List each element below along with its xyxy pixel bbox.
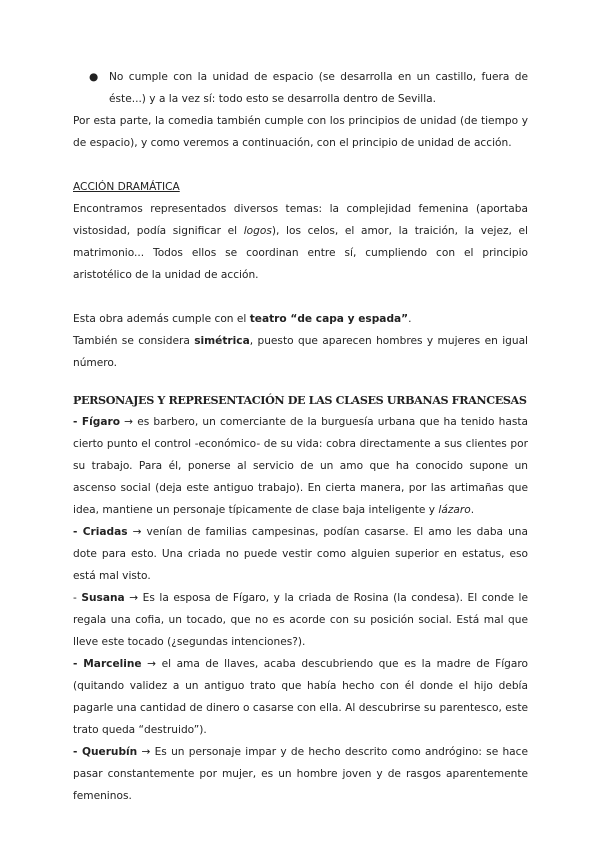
personajes-title: PERSONAJES Y REPRESENTACIÓN DE LAS CLASES URBANAS FRANCESAS: [73, 393, 527, 407]
bullet-item: [89, 66, 528, 110]
marceline-name: - Marceline: [73, 658, 142, 670]
simetrica-paragraph: [73, 330, 528, 374]
susana-prefix: -: [73, 592, 82, 604]
querubin-paragraph: [73, 741, 528, 807]
criadas-text: → venían de familias campesinas, podían casarse. El amo les daba una dote para esto. Una criada no puede vestir como alguien superior en estatus, eso está mal visto.: [73, 526, 528, 582]
marceline-paragraph: [73, 653, 528, 741]
accion-text-b: ), los celos, el amor, la traición, la vejez, el matrimonio... Todos ellos se coordinan entre sí, cumpliendo con el principio aristotélico de la unidad de acción.: [73, 225, 528, 281]
accion-text-a: Encontramos representados diversos temas: la complejidad femenina (aportaba vistosidad, podía significar el: [73, 203, 528, 237]
querubin-name: - Querubín: [73, 746, 138, 758]
figaro-name: - Fígaro: [73, 416, 120, 428]
intro-paragraph: Por esta parte, la comedia también cumple con los principios de unidad (de tiempo y de espacio), y como veremos a continuación, con el principio de unidad de acción.: [73, 115, 528, 149]
teatro-text-a: Esta obra además cumple con el: [73, 313, 250, 325]
teatro-paragraph: [73, 308, 528, 330]
accion-heading: ACCIÓN DRAMÁTICA: [73, 181, 180, 193]
figaro-paragraph: [73, 411, 528, 521]
bullet-text: No cumple con la unidad de espacio (se desarrolla en un castillo, fuera de éste...) y a la vez sí: todo esto se desarrolla dentro de Sevilla.: [109, 71, 528, 105]
accion-paragraph: [73, 198, 528, 286]
teatro-text-b: .: [408, 313, 412, 325]
querubin-text: → Es un personaje impar y de hecho descrito como andrógino: se hace pasar constantemente por mujer, es un hombre joven y de rasgos aparentemente femeninos.: [73, 746, 529, 802]
criadas-paragraph: [73, 521, 528, 587]
figaro-end: .: [470, 504, 475, 516]
teatro-bold: teatro “de capa y espada”: [249, 313, 409, 325]
figaro-italic: lázaro: [438, 504, 471, 516]
bullet-icon: ●: [89, 71, 99, 83]
document-page: [73, 66, 528, 807]
accion-logos: logos: [243, 225, 272, 237]
marceline-text: → el ama de llaves, acaba descubriendo que es la madre de Fígaro (quitando validez a un antiguo trato que había hecho con él donde el hijo debía pagarle una cantidad de dinero o casarse con ella. Al descubrirse su parentesco, este trato queda “destruido”).: [73, 658, 528, 736]
susana-text: → Es la esposa de Fígaro, y la criada de Rosina (la condesa). El conde le regala una cofia, un tocado, que no es acorde con su posición social. Está mal que lleve este tocado (¿segundas intenciones?).: [73, 592, 528, 648]
simetrica-text-b: , puesto que aparecen hombres y mujeres en igual número.: [73, 335, 529, 369]
criadas-name: - Criadas: [73, 526, 128, 538]
simetrica-text-a: También se considera: [73, 335, 195, 347]
simetrica-bold: simétrica: [194, 335, 250, 347]
susana-paragraph: [73, 587, 528, 653]
figaro-text: → es barbero, un comerciante de la burguesía urbana que ha tenido hasta cierto punto el control -económico- de su vida: cobra directamente a sus clientes por su trabajo. Para él, ponerse al servicio de un amo que ha conocido supone un ascenso social (deja este antiguo trabajo). En cierta manera, por las artimañas que idea, mantiene un personaje típicamente de clase baja inteligente y: [73, 416, 529, 516]
susana-name: Susana: [81, 592, 125, 604]
